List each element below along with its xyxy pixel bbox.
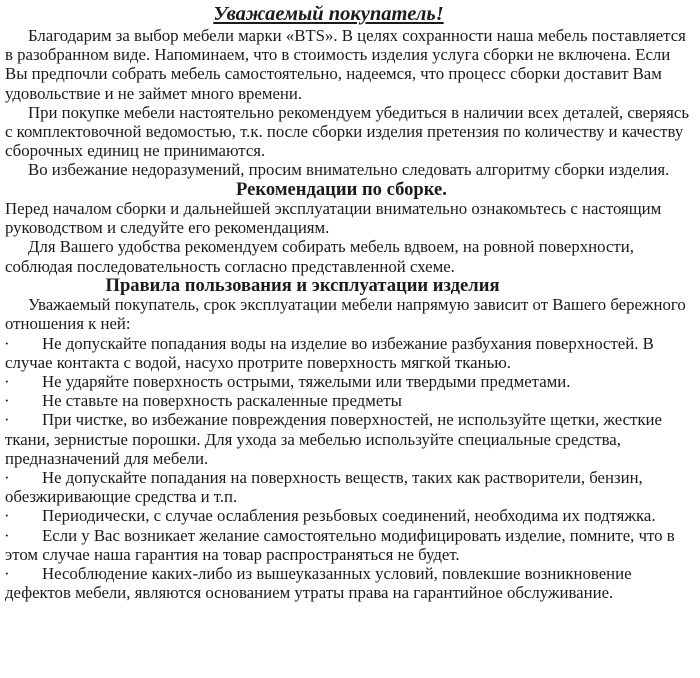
bullet-marker: · [4,506,10,526]
bullet-text: Не ударяйте поверхность острыми, тяжелыми или твердыми предметами. [42,372,571,392]
bullet-marker: · [4,333,10,353]
bullet-text: Не допускайте попадания на поверхность веществ, таких как растворители, бензин, обезжиривающие средства и т.п. [5,468,643,507]
bullet-marker: · [4,525,10,545]
assembly-section-heading: Рекомендации по сборке. [236,178,447,200]
bullet-marker: · [4,410,10,430]
bullet-text: Периодически, с случае ослабления резьбовых соединений, необходима их подтяжка. [42,506,656,526]
bullet-marker: · [4,372,10,392]
bullet-item-no-solvents [5,468,692,506]
bullet-marker: · [4,468,10,488]
bullet-item-warranty-loss [5,564,692,602]
intro-paragraph-2: При покупке мебели настоятельно рекомендуем убедиться в наличии всех деталей, сверяясь с комплектовочной ведомостью, т.к. после сборки изделия претензия по количеству и качеству сборочных единиц не принимаются. [5,102,689,161]
bullet-text: Если у Вас возникает желание самостоятельно модифицировать изделие, помните, что в этом случае наша гарантия на товар распространяться не будет. [5,525,675,564]
bullet-item-tighten-joints [5,506,692,525]
bullet-text: При чистке, во избежание повреждения поверхностей, не используйте щетки, жесткие ткани, зернистые порошки. Для ухода за мебелью используйте специальные средства, предназначений для мебели. [5,410,662,468]
assembly-paragraph-1: Перед началом сборки и дальнейшей эксплуатации внимательно ознакомьтесь с настоящим руководством и следуйте его рекомендациям. [5,199,662,238]
bullet-text: Несоблюдение каких-либо из вышеуказанных условий, повлекшие возникновение дефектов мебели, являются основанием утраты права на гарантийное обслуживание. [5,564,632,603]
usage-intro-paragraph: Уважаемый покупатель, срок эксплуатации мебели напрямую зависит от Вашего бережного отношения к ней: [5,295,686,334]
intro-paragraph-3: Во избежание недоразумений, просим внимательно следовать алгоритму сборки изделия. [28,160,670,180]
bullet-item-no-modification [5,526,692,564]
usage-section-heading: Правила пользования и эксплуатации изделия [105,274,500,296]
bullet-marker: · [4,564,10,584]
bullet-item-no-impact [5,372,692,391]
bullet-item-cleaning [5,410,692,468]
bullet-text: Не ставьте на поверхность раскаленные предметы [42,391,402,411]
bullet-marker: · [4,391,10,411]
bullet-item-no-hot-objects [5,391,692,410]
assembly-paragraph-2: Для Вашего удобства рекомендуем собирать мебель вдвоем, на ровной поверхности, соблюдая последовательность согласно представленной схеме. [5,237,634,276]
document-title: Уважаемый покупатель! [213,3,444,25]
bullet-item-no-water [5,334,692,372]
bullet-text: Не допускайте попадания воды на изделие во избежание разбухания поверхностей. В случае контакта с водой, насухо протрите поверхность мягкой тканью. [5,333,654,372]
intro-paragraph-1: Благодарим за выбор мебели марки «BTS». В целях сохранности наша мебель поставляется в разобранном виде. Напоминаем, что в стоимость изделия услуга сборки не включена. Если Вы предпочли собрать мебель самостоятельно, надеемся, что процесс сборки доставит Вам удовольствие и не займет много времени. [5,26,686,103]
